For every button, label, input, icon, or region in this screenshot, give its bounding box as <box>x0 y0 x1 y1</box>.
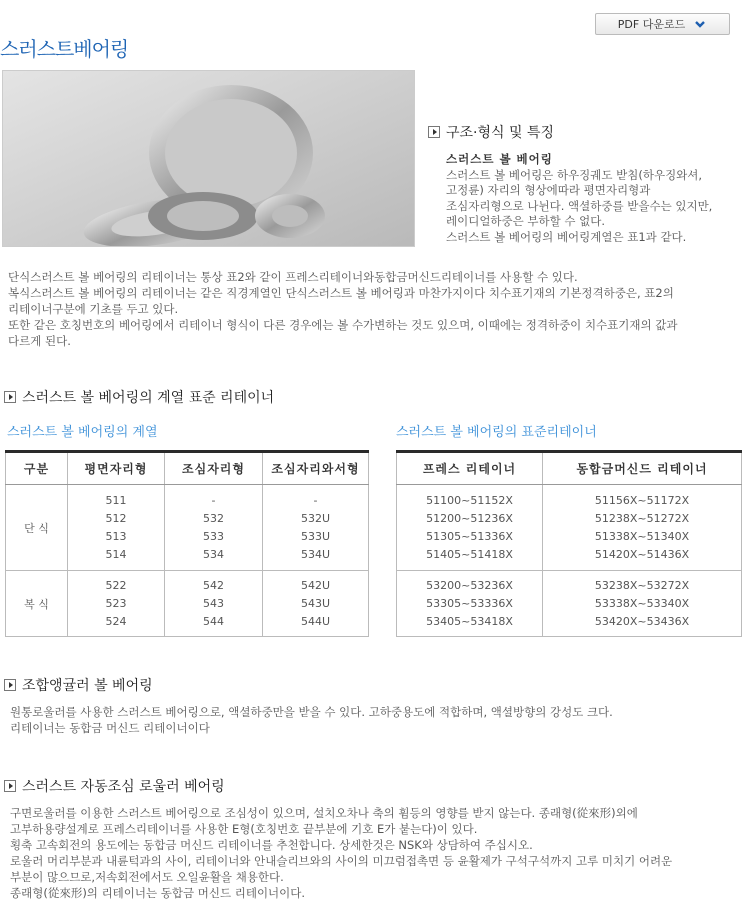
table-header: 평면자리형 <box>68 452 165 485</box>
row-label: 단 식 <box>6 485 68 571</box>
table-cell: 544 <box>203 614 224 628</box>
intro-line: 리테이너구분에 기초를 두고 있다. <box>8 302 179 316</box>
row-label: 복 식 <box>6 571 68 637</box>
table-cell: 542U <box>300 578 331 592</box>
angular-title: 조합앵귤러 볼 베어링 <box>22 678 153 694</box>
table-cell: 51305~51336X <box>426 529 513 543</box>
table-cell: 53305~53336X <box>426 596 513 610</box>
roller-title: 스러스트 자동조심 로울러 베어링 <box>22 779 225 795</box>
features-line: 스러스트 볼 베어링의 베어링계열은 표1과 같다. <box>446 229 687 244</box>
angular-heading <box>4 675 153 695</box>
chevron-down-icon <box>693 17 707 31</box>
series-table <box>5 450 369 637</box>
table-cell: 512 <box>105 511 127 525</box>
bullet-arrow-icon <box>4 679 16 691</box>
roller-line: 종래형(從來形)의 리테이너는 동합금 머신드 리테이너이다. <box>10 886 306 900</box>
table-row <box>6 571 369 637</box>
bullet-arrow-icon <box>428 126 440 138</box>
intro-line: 복식스러스트 볼 베어링의 리테이너는 같은 직경계열인 단식스러스트 볼 베어링과 마찬가지이다 치수표기재의 기본정격하중은, 표2의 <box>8 286 674 300</box>
features-line: 고정륜) 자리의 형상에따라 평면자리형과 <box>446 183 651 197</box>
table-cell: 513 <box>105 529 127 543</box>
retainer-table <box>396 450 742 637</box>
features-heading <box>428 122 554 142</box>
pdf-download-button[interactable] <box>595 13 730 35</box>
features-text <box>446 152 742 245</box>
table-header: 구분 <box>6 452 68 485</box>
roller-paragraph <box>10 805 740 901</box>
table-cell: 51238X~51272X <box>594 511 690 525</box>
table-row <box>6 485 369 571</box>
product-photo <box>2 70 415 247</box>
table-cell: 524 <box>105 614 127 628</box>
intro-line: 단식스러스트 볼 베어링의 리테이너는 통상 표2와 같이 프레스리테이너와동합금머신드리테이너를 사용할 수 있다. <box>8 270 578 284</box>
features-title: 구조·형식 및 특징 <box>446 125 555 141</box>
table-cell: 523 <box>105 596 127 610</box>
table-cell: 511 <box>105 493 127 507</box>
table-cell: 53405~53418X <box>426 614 513 628</box>
features-line: 조심자리형으로 나뉜다. 액셜하중를 받을수는 있지만, <box>446 198 713 213</box>
table-header: 프레스 리테이너 <box>397 452 543 485</box>
roller-line: 고부하용량설계로 프레스리테이너를 사용한 E형(호칭번호 끝부분에 기호 E가 붙는다)이 있다. <box>10 822 478 836</box>
table-cell: 51100~51152X <box>426 493 513 507</box>
table-cell: 532U <box>300 511 331 525</box>
table-cell: 543 <box>203 596 224 610</box>
table-cell: 51156X~51172X <box>594 493 690 507</box>
table-cell: 532 <box>203 511 224 525</box>
table2-caption: 스러스트 볼 베어링의 표준리테이너 <box>396 425 597 440</box>
table-row <box>397 485 742 571</box>
table-cell: 534 <box>203 547 224 561</box>
table-cell: 53200~53236X <box>426 578 513 592</box>
table-cell: 53338X~53340X <box>594 596 690 610</box>
table-cell: 522 <box>105 578 127 592</box>
table-row <box>397 571 742 637</box>
roller-line: 구면로울러를 이용한 스러스트 베어링으로 조심성이 있으며, 설치오차나 축의 휨등의 영향를 받지 않는다. 종래형(從來形)외에 <box>10 806 638 820</box>
table-cell: 533 <box>203 529 224 543</box>
table-cell: 543U <box>300 596 331 610</box>
bullet-arrow-icon <box>4 391 16 403</box>
roller-line: 로울러 머리부분과 내륜턱과의 사이, 리테이너와 안내슬리브와의 사이의 미끄럼접촉면 등 윤활제가 구석구석까지 고루 미치기 어려운 <box>10 854 673 868</box>
table-cell: 533U <box>300 529 331 543</box>
table-cell: 51420X~51436X <box>594 547 690 561</box>
angular-line: 원통로울러를 사용한 스러스트 베어링으로, 액셜하중만을 받을 수 있다. 고하중용도에 적합하며, 액셜방향의 강성도 크다. <box>10 705 613 719</box>
intro-paragraph <box>8 269 743 349</box>
table-header: 동합금머신드 리테이너 <box>543 452 742 485</box>
angular-paragraph <box>10 704 740 736</box>
table-cell: 53238X~53272X <box>594 578 690 592</box>
table-cell: - <box>313 493 318 507</box>
features-line: 레이디얼하중은 부하할 수 없다. <box>446 214 606 228</box>
series-title: 스러스트 볼 베어링의 계열 표준 리테이너 <box>22 390 275 406</box>
table-cell: 51405~51418X <box>426 547 513 561</box>
table-cell: 534U <box>300 547 331 561</box>
table-cell: 51200~51236X <box>426 511 513 525</box>
features-subtitle: 스러스트 볼 베어링 <box>446 152 553 166</box>
table-cell: - <box>211 493 216 507</box>
intro-line: 또한 같은 호칭번호의 베어링에서 리테이너 형식이 다른 경우에는 볼 수가변하는 것도 있으며, 이때에는 정격하중이 치수표기재의 값과 <box>8 318 678 332</box>
intro-line: 다르게 된다. <box>8 334 71 348</box>
pdf-download-label: PDF 다운로드 <box>617 18 686 31</box>
table-cell: 51338X~51340X <box>594 529 690 543</box>
table-cell: 514 <box>105 547 127 561</box>
page-title: 스러스트베어링 <box>0 37 129 61</box>
table1-caption: 스러스트 볼 베어링의 계열 <box>7 425 158 440</box>
angular-line: 리테이너는 동합금 머신드 리테이너이다 <box>10 721 210 735</box>
roller-line: 횡축 고속회전의 용도에는 동합금 머신드 리테이너를 추천합니다. 상세한것은 NSK와 상담하여 주십시오. <box>10 838 533 852</box>
table-header: 조심자리와서형 <box>263 452 369 485</box>
bullet-arrow-icon <box>4 780 16 792</box>
roller-line: 부분이 많으므로,저속회전에서도 오일윤활을 채용한다. <box>10 870 284 884</box>
table-cell: 53420X~53436X <box>594 614 690 628</box>
series-heading <box>4 387 274 407</box>
roller-heading <box>4 776 225 796</box>
table-cell: 544U <box>300 614 331 628</box>
table-header: 조심자리형 <box>165 452 263 485</box>
features-line: 스러스트 볼 베어링은 하우징궤도 받침(하우징와셔, <box>446 167 703 182</box>
table-cell: 542 <box>203 578 224 592</box>
